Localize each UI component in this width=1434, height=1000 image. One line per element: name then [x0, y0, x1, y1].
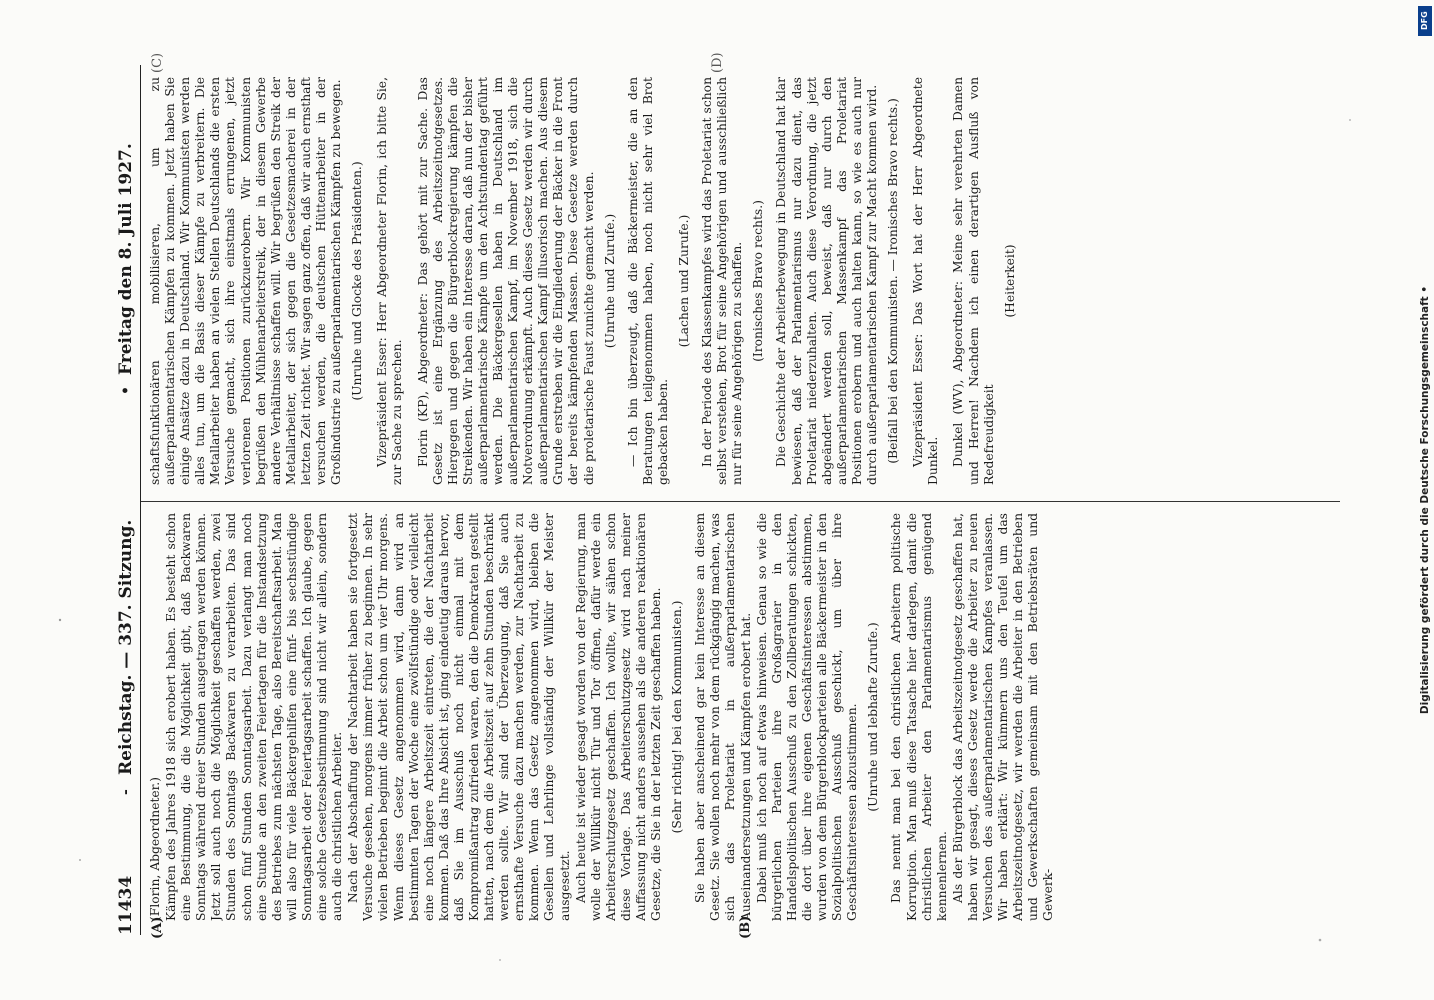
interjection: (Beifall bei den Kommunisten. — Ironisches Bravo rechts.) — [886, 98, 901, 464]
dfg-logo: DFG — [1418, 6, 1432, 36]
paragraph: Dabei muß ich noch auf etwas hinweisen. Genau so wie die bürgerlichen Parteien ihre Großagrarier in den Handelspolitischen Ausschuß zu den Zollberatungen schickten, die dort über ihre eigenen Geschäftsinteressen abstimmen, wurden von dem Bürgerblockparteien alle Bäckermeister in den Sozialpolitischen Ausschuß geschickt, um über ihre Geschäftsinteressen abzustimmen. — [754, 513, 860, 921]
margin-mark-d: (D) — [710, 52, 725, 73]
paragraph: Das nennt man bei den christlichen Arbeitern politische Korruption. Man muß diese Tatsache hier darlegen, damit die christlichen Arbeiter den Parlamentarismus genügend kennenlernen. — [889, 513, 949, 921]
paragraph: Sie haben aber anscheinend gar kein Interesse an diesem Gesetz. Sie wollen noch mehr von dem rückgängig machen, was sich das Proletariat in außerparlamentarischen Auseinandersetzungen und Kämpfen erobert hat. — [693, 513, 753, 921]
speaker-note: (Florin, Abgeordneter.) — [148, 777, 162, 921]
paragraph: schaftsfunktionären mobilisieren, um zu außerparlamentarischen Kämpfen zu kommen. Jetzt haben Sie einige Ansätze dazu in Deutschland. Wir Kommunisten werden alles tun, um die Basis dieser Kämpfe zu verbreitern. Die Metallarbeiter haben an vielen Stellen Deutschlands die ersten Versuche gemacht, sich ihre einstmals errungenen, jetzt verlorenen Positionen zurückzuerobern. Wir Kommunisten begrüßen den Mühlenarbeiterstreik, der in diesem Gewerbe andere Verhältnisse schaffen will. Wir begrüßen den Streik der Metallarbeiter, der sich gegen die Gesetzesmacherei in der letzten Zeit richtet. Wir sagen ganz offen, daß wir auch ernsthaft versuchen werden, die deutschen Hüttenarbeiter in der Großindustrie zu außerparlamentarischen Kämpfen zu bewegen. — [148, 77, 344, 485]
interjection: (Heiterkeit) — [1002, 244, 1017, 318]
header-mark: - — [118, 789, 134, 795]
paragraph: Nach der Abschaffung der Nachtarbeit haben sie fortgesetzt Versuche gesehen, morgens immer früher zu beginnen. In sehr vielen Betrieben beginnt die Arbeit schon um vier Uhr morgens. Wenn dieses Gesetz angenommen wird, dann wird an bestimmten Tagen der Woche eine zwölfstündige oder vielleicht eine noch längere Arbeitszeit eintreten, die der Nachtarbeit kommen. Daß das Ihre Absicht ist, ging eindeutig daraus hervor, daß Sie im Ausschuß noch nicht einmal mit dem Kompromißantrag zufrieden waren, den die Demokraten gestellt hatten, nach dem die Arbeitszeit auf zehn Stunden beschränkt werden sollte. Wir sind der Überzeugung, daß Sie auch ernsthafte Versuche dazu machen werden, zur Nachtarbeit zu kommen. Wenn das Gesetz angenommen wird, bleiben die Gesellen und Lehrlinge vollständig der Willkür der Meister ausgesetzt. — [346, 513, 572, 921]
text-column-right — [148, 77, 1328, 485]
interjection: (Sehr richtig! bei den Kommunisten.) — [670, 600, 685, 834]
column-divider — [141, 501, 1340, 502]
rotated-page — [110, 52, 1340, 939]
paragraph: Die Geschichte der Arbeiterbewegung in Deutschland hat klar bewiesen, daß der Parlamentarismus nur dazu dient, das Proletariat niederzuhalten. Auch diese Verordnung, die jetzt abgeändert werden soll, beweist, daß nur durch den außerparlamentarischen Massenkampf das Proletariat Positionen erobern und auch halten kann, so wie es auch nur durch außerparlamentarischen Kampf zur Macht kommen wird. — [774, 77, 880, 485]
interjection: (Lachen und Zurufe.) — [677, 214, 691, 348]
interjection: (Ironisches Bravo rechts.) — [751, 200, 766, 362]
speaker-paragraph: Florin (KP), Abgeordneter: Das gehört mit zur Sache. Das Gesetz ist eine Ergänzung des Arbeitszeitnotgesetzes. Hiergegen und gegen die Bürgerblockregierung kämpfen die Streikenden. Wir haben ein Interesse daran, daß nun der bisher außerparlamentarische Kämpfe um den Achtstundentag geführt werden. Die Bäckergesellen haben in Deutschland im außerparlamentarischen Kampf, im November 1918, sich die Notverordnung erkämpft. Auch dieses Gesetz werden wir durch außerparlamentarischen Kampf illusorisch machen. Aus diesem Grunde erstreben wir die Eingliederung der Bäcker in die Front der bereits kämpfenden Massen. Diese Gesetze werden durch die proletarische Faust zunichte gemacht werden. — [415, 77, 596, 485]
paragraph: Auch heute ist wieder gesagt worden von der Regierung, man wolle der Willkür nicht Tür und Tor öffnen, dafür werde ein Arbeiterschutzgesetz geschaffen. Ich wollte, wir sähen schon diese Vorlage. Das Arbeiterschutzgesetz wird nach meiner Auffassung nicht anders aussehen als die anderen reaktionären Gesetze, die Sie in der letzten Zeit geschaffen haben. — [573, 513, 664, 921]
header-date: Freitag den 8. Juli 1927. — [116, 143, 136, 375]
speaker-paragraph: Vizepräsident Esser: Das Wort hat der Herr Abgeordnete Dunkel. — [911, 77, 941, 485]
interjection: (Unruhe und lebhafte Zurufe.) — [866, 622, 881, 812]
header-mark: • — [118, 386, 134, 395]
digitization-credit: Digitalisierung gefördert durch die Deutsche Forschungsgemeinschaft • — [1419, 285, 1431, 715]
margin-mark-b: (B) — [738, 915, 753, 939]
speaker-paragraph: Dunkel (WV), Abgeordneter: Meine sehr verehrten Damen und Herren! Nachdem ich einen derartigen Ausfluß von Redefreudigkeit — [951, 77, 996, 485]
paragraph: Kämpfen des Jahres 1918 sich erobert haben. Es besteht schon eine Bestimmung, die die Möglichkeit gibt, daß Backwaren Sonntags während dreier Stunden ausgetragen werden können. Jetzt soll auch noch die Möglichkeit geschaffen werden, zwei Stunden des Sonntags Backwaren zu verarbeiten. Das sind schon fünf Stunden Sonntagsarbeit. Dazu verlangt man noch eine Stunde an den zweiten Feiertagen für die Instandsetzung des Betriebes zum nächsten Tage, also Bereitschaftsarbeit. Man will also für viele Bäckergehilfen eine fünf- bis sechsstündige Sonntagsarbeit oder Feiertagsarbeit schaffen. Ich glaube, gegen eine solche Gesetzesbestimmung sind nicht wir allein, sondern auch die christlichen Arbeiter. — [164, 513, 345, 921]
interjection: (Unruhe und Glocke des Präsidenten.) — [350, 161, 365, 401]
paragraph: — Ich bin überzeugt, daß die Bäckermeister, die an den Beratungen teilgenommen haben, noch nicht sehr viel Brot gebacken haben. — [625, 77, 670, 485]
header-rule — [140, 65, 141, 935]
paragraph: Als der Bürgerblock das Arbeitszeitnotgesetz geschaffen hat, haben wir gesagt, dieses Gesetz werde die Arbeiter zu neuen Versuchen des außerparlamentarischen Kampfes veranlassen. Wir haben erklärt: Wir kümmern uns den Teufel um das Arbeitszeitnotgesetz, wir werden die Arbeiter in den Betrieben und Gewerkschaften gemeinsam mit den Betriebsräten und Gewerk- — [950, 513, 1056, 921]
speaker-paragraph: Vizepräsident Esser: Herr Abgeordneter Florin, ich bitte Sie, zur Sache zu sprechen. — [375, 77, 405, 485]
page-number: 11434 — [116, 875, 136, 935]
header-session: Reichstag. — 337. Sitzung. — [116, 519, 136, 775]
page-content — [110, 52, 1340, 939]
page-header — [110, 65, 142, 935]
paragraph: In der Periode des Klassenkampfes wird das Proletariat schon selbst verstehen, Brot für seine Angehörigen und ausschließlich nur für seine Angehörigen zu schaffen. — [700, 77, 745, 485]
margin-mark-a: (A) — [150, 916, 165, 939]
text-column-left — [148, 513, 1328, 921]
margin-mark-c: (C) — [150, 52, 165, 73]
interjection: (Unruhe und Zurufe.) — [602, 213, 617, 349]
